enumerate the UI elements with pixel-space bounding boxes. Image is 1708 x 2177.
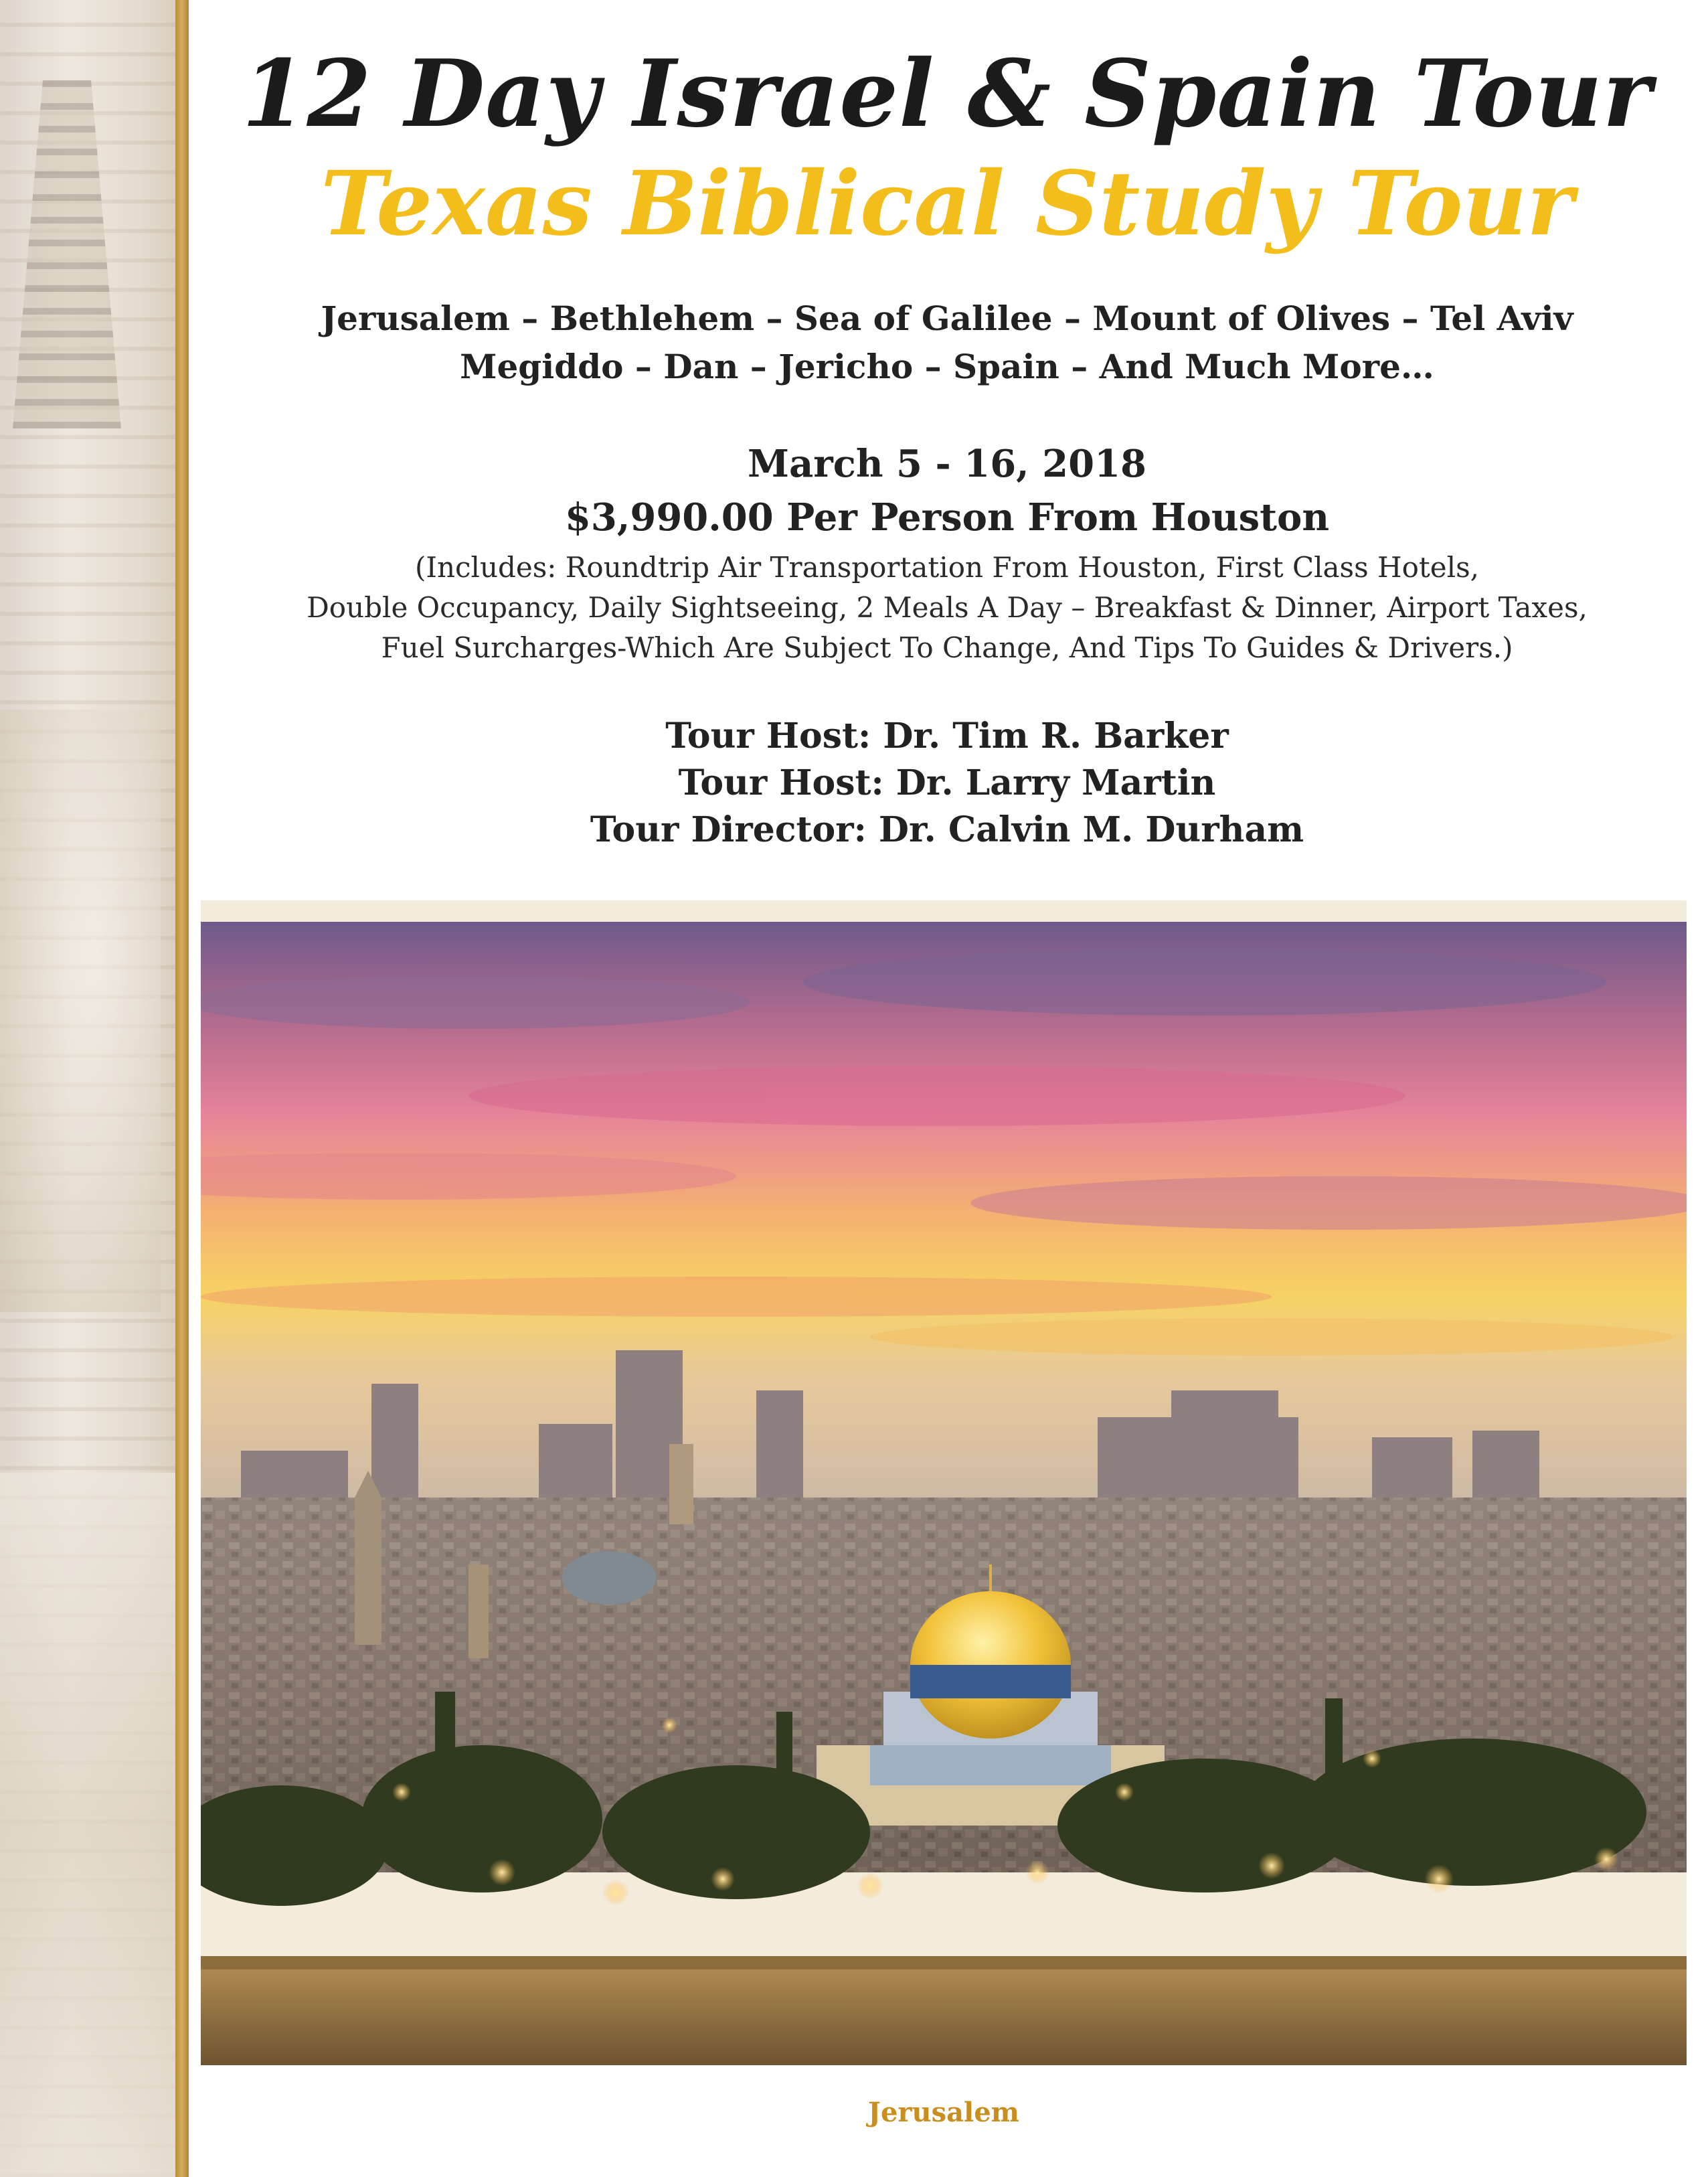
tour-hosts: [201, 713, 1693, 854]
destinations-line-2: Megiddo – Dan – Jericho – Spain – And Much More…: [460, 347, 1434, 386]
cathedral-stonework: [0, 1473, 175, 2177]
jerusalem-skyline-photo: [201, 922, 1687, 2065]
includes-line-3: Fuel Surcharges-Which Are Subject To Change, And Tips To Guides & Drivers.): [381, 631, 1513, 664]
tour-includes: [201, 548, 1693, 668]
jerusalem-skyline-illustration: [201, 922, 1687, 2065]
cathedral-arch: [0, 710, 161, 1312]
tour-subtitle: Texas Biblical Study Tour: [321, 152, 1573, 256]
photo-caption: Jerusalem: [868, 2097, 1019, 2128]
tour-title: 12 Day Israel & Spain Tour: [242, 39, 1652, 148]
includes-line-2: Double Occupancy, Daily Sightseeing, 2 Meals A Day – Breakfast & Dinner, Airport Taxes,: [307, 591, 1588, 624]
side-cathedral-photo: [0, 0, 175, 2177]
tour-dates: March 5 - 16, 2018: [747, 442, 1147, 486]
tour-price: $3,990.00 Per Person From Houston: [564, 495, 1330, 540]
tour-director: Tour Director: Dr. Calvin M. Durham: [590, 809, 1304, 850]
destinations-line-1: Jerusalem – Bethlehem – Sea of Galilee – Mount of Olives – Tel Aviv: [321, 299, 1573, 338]
includes-line-1: (Includes: Roundtrip Air Transportation From Houston, First Class Hotels,: [414, 551, 1480, 584]
jerusalem-photo-frame: [201, 900, 1687, 2065]
cathedral-spire: [7, 80, 127, 428]
gold-divider-bar: [175, 0, 189, 2177]
destinations: [201, 295, 1693, 391]
tour-host-1: Tour Host: Dr. Tim R. Barker: [665, 716, 1229, 756]
tour-host-2: Tour Host: Dr. Larry Martin: [678, 762, 1216, 803]
